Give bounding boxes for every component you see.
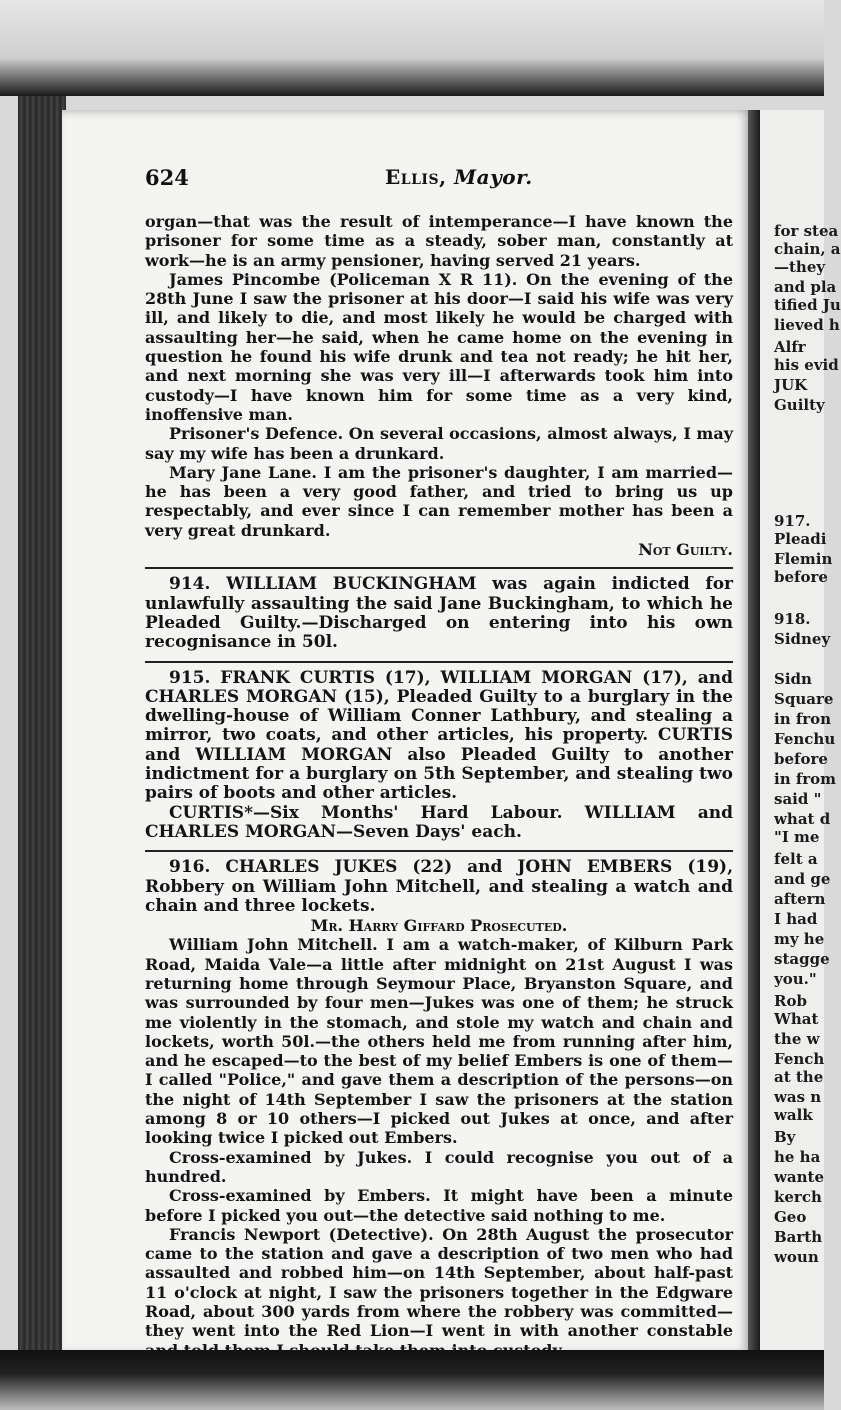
- right-page-fragment: he ha: [774, 1148, 821, 1166]
- right-page-fragment: in from: [774, 770, 837, 788]
- right-page-fragment: JUK: [774, 376, 808, 394]
- running-head-name: Ellis,: [385, 165, 447, 189]
- right-page-fragment: —they: [774, 258, 826, 276]
- right-page-fragment: what d: [774, 810, 831, 828]
- right-page-fragment: I had: [774, 910, 818, 928]
- case-divider: [145, 661, 733, 663]
- testimony-mitchell: William John Mitchell. I am a watch-maker, of Kilburn Park Road, Maida Vale—a little after midnight on 21st August I was returning home through Seymour Place, Bryanston Square, and was surrounded by four men—Jukes was one of them; he struck me violently in the stomach, and stole my watch and chain and lockets, worth 50l.—the others held me from running after him, and he escaped—to the best of my belief Embers is one of them—I called "Police," and gave them a description of the persons—on the night of 14th September I saw the prisoners at the station among 8 or 10 others—I picked out Jukes at once, and after looking twice I picked out Embers.: [145, 935, 733, 1148]
- right-page-fragment: stagge: [774, 950, 830, 968]
- right-page-fragment: Barth: [774, 1228, 823, 1246]
- right-page-fragment: his evid: [774, 356, 839, 374]
- right-page-fragment: What: [774, 1010, 819, 1028]
- case-divider: [145, 567, 733, 569]
- right-page-fragment: before: [774, 568, 828, 586]
- right-page-fragment: Geo: [774, 1208, 807, 1226]
- testimony-mary-jane-lane: Mary Jane Lane. I am the prisoner's daughter, I am married—he has been a very good father, and tried to bring us up respectably, and ever since I can remember mother has been a very great drunkard.: [145, 462, 733, 540]
- right-page-fragment: woun: [774, 1248, 819, 1266]
- right-page-fragment: Pleadi: [774, 530, 827, 548]
- verdict-not-guilty: Not Guilty.: [638, 540, 733, 560]
- right-page-fragment: for stea: [774, 222, 839, 240]
- prisoner-defence: Prisoner's Defence. On several occasions, almost always, I may say my wife has been a drunkard.: [145, 424, 733, 463]
- right-page-fragment: Rob: [774, 992, 807, 1010]
- right-page-fragment: Fenchu: [774, 730, 836, 748]
- page-body: [145, 212, 733, 1360]
- right-page-fragment: in fron: [774, 710, 832, 728]
- right-page-fragment: and ge: [774, 870, 831, 888]
- right-page-fragment: Guilty: [774, 396, 825, 414]
- right-page-fragment: Alfr: [774, 338, 806, 356]
- case-916: 916. CHARLES JUKES (22) and JOHN EMBERS (19), Robbery on William John Mitchell, and stealing a watch and chain and three lockets.: [145, 857, 733, 916]
- book-page-edges: [18, 96, 66, 1356]
- right-page-fragment: Fench: [774, 1050, 825, 1068]
- testimony-pincombe: James Pincombe (Policeman X R 11). On the evening of the 28th June I saw the prisoner at his door—I said his wife was very ill, and likely to die, and most likely he would be charged with assaulting her—he said, when he came home on the evening in question he found his wife drunk and tea not ready; he hit her, and next morning she was very ill—I afterwards took him into custody—I have known him for some time as a very kind, inoffensive man.: [145, 269, 733, 424]
- right-page-fragment: Square: [774, 690, 834, 708]
- right-page-fragment: 917.: [774, 512, 811, 530]
- right-page-fragment: Sidney: [774, 630, 831, 648]
- right-page-fragment: lieved h: [774, 316, 840, 334]
- right-page-fragment: before: [774, 750, 828, 768]
- case-915: 915. FRANK CURTIS (17), WILLIAM MORGAN (17), and CHARLES MORGAN (15), Pleaded Guilty to a burglary in the dwelling-house of William Conner Lathbury, and stealing a mirror, two coats, and other articles, his property. CURTIS and WILLIAM MORGAN also Pleaded Guilty to another indictment for a burglary on 5th September, and stealing two pairs of boots and other articles.: [145, 667, 733, 804]
- right-page-fragment: chain, a: [774, 240, 841, 258]
- right-page-fragment: the w: [774, 1030, 820, 1048]
- right-page-fragment: you.": [774, 970, 817, 988]
- cross-examination-embers: Cross-examined by Embers. It might have been a minute before I picked you out—the detective said nothing to me.: [145, 1186, 733, 1225]
- scan-top-margin: [0, 0, 824, 96]
- right-page-fragment: Sidn: [774, 670, 812, 688]
- right-page-fragment: at the: [774, 1068, 824, 1086]
- running-head-title: Mayor.: [454, 165, 533, 189]
- testimony-newport: Francis Newport (Detective). On 28th August the prosecutor came to the station and gave a description of two men who had assaulted and robbed him—on 14th September, about half-past 11 o'clock at night, I saw the prisoners together in the Edgware Road, about 300 yards from where the robbery was committed—they went into the Red Lion—I went in with another constable and told them I should take them into custody: [145, 1224, 733, 1360]
- right-page-fragment: tified Ju: [774, 296, 841, 314]
- right-page-fragment: felt a: [774, 850, 818, 868]
- paragraph-continuation: organ—that was the result of intemperance—I have known the prisoner for some time as a steady, sober man, constantly at work—he is an army pensioner, having served 21 years.: [145, 212, 733, 270]
- right-page-fragment: "I me: [774, 828, 820, 846]
- right-page-fragment: 918.: [774, 610, 811, 628]
- cross-examination-jukes: Cross-examined by Jukes. I could recognise you out of a hundred.: [145, 1147, 733, 1186]
- running-head: [385, 165, 533, 189]
- case-divider: [145, 850, 733, 852]
- sentence-915: CURTIS*—Six Months' Hard Labour. WILLIAM and CHARLES MORGAN—Seven Days' each.: [145, 802, 733, 842]
- right-page-fragment: kerch: [774, 1188, 822, 1206]
- right-page-fragment: walk: [774, 1106, 813, 1124]
- right-page-fragment: aftern: [774, 890, 826, 908]
- book-page-right-fragment: [760, 110, 841, 1355]
- right-page-fragment: By: [774, 1128, 796, 1146]
- page-number: 624: [145, 165, 189, 190]
- right-page-fragment: said ": [774, 790, 822, 808]
- right-page-fragment: was n: [774, 1088, 822, 1106]
- right-page-fragment: and pla: [774, 278, 837, 296]
- right-page-fragment: my he: [774, 930, 825, 948]
- case-914: 914. WILLIAM BUCKINGHAM was again indicted for unlawfully assaulting the said Jane Buckingham, to which he Pleaded Guilty.—Discharged on entering into his own recognisance in 50l.: [145, 574, 733, 653]
- page-header: [145, 165, 735, 195]
- right-page-fragment: wante: [774, 1168, 825, 1186]
- right-page-fragment: Flemin: [774, 550, 833, 568]
- prosecutor-916: Mr. Harry Giffard Prosecuted.: [310, 916, 568, 936]
